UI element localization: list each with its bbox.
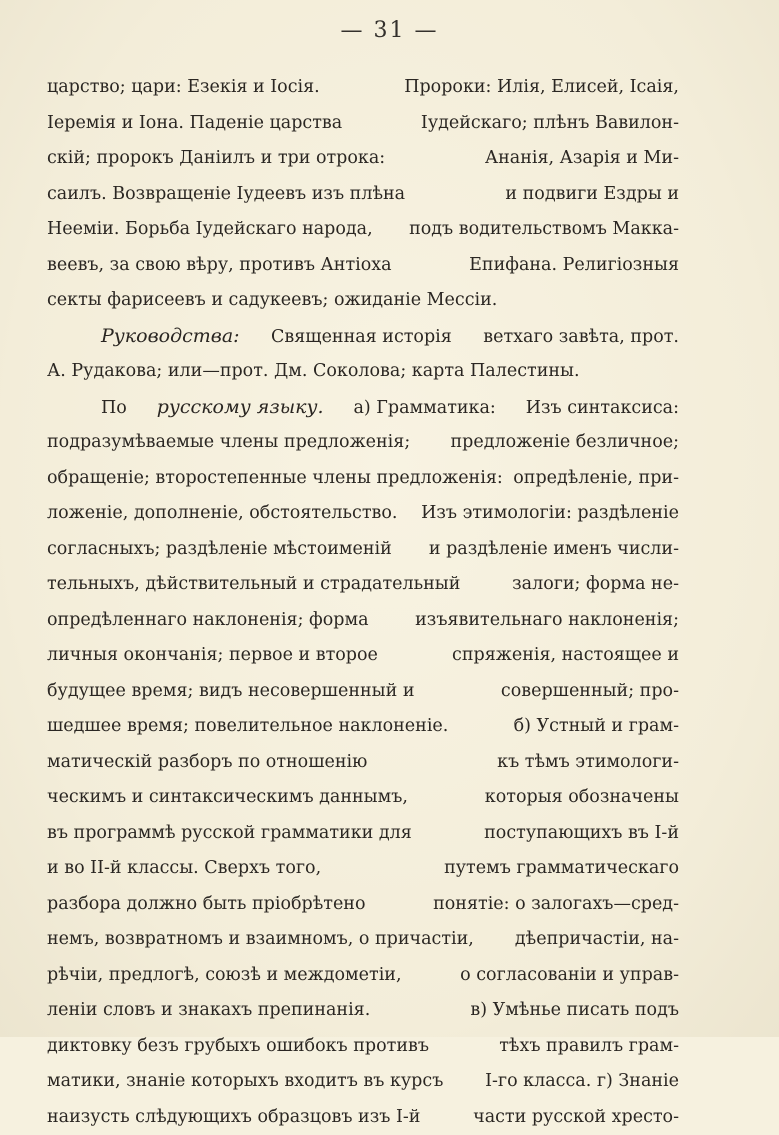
text-segment: совершенный; про- bbox=[501, 674, 679, 710]
text-segment: обращеніе; второстепенные члены предложенія: bbox=[47, 461, 503, 497]
text-segment: предложеніе безличное; bbox=[450, 425, 679, 461]
text-line bbox=[47, 603, 679, 639]
text-segment: наизусть слѣдующихъ образцовъ изъ I-й bbox=[47, 1100, 420, 1135]
text-segment: царство; цари: Езекія и Іосія. bbox=[47, 70, 320, 106]
text-segment: подъ водительствомъ Макка- bbox=[409, 212, 679, 248]
text-segment: которыя обозначены bbox=[485, 780, 679, 816]
text-segment: и подвиги Ездры и bbox=[505, 177, 679, 213]
text-line bbox=[47, 70, 679, 106]
text-line bbox=[47, 354, 679, 390]
text-segment: части русской хресто- bbox=[473, 1100, 679, 1135]
text-segment: б) Устный и грам- bbox=[514, 709, 679, 745]
text-line bbox=[47, 851, 679, 887]
text-segment: Ананія, Азарія и Ми- bbox=[485, 141, 679, 177]
text-segment: немъ, возвратномъ и взаимномъ, о причастіи, bbox=[47, 922, 474, 958]
text-segment: Епифана. Религіозныя bbox=[469, 248, 679, 284]
text-segment: согласныхъ; раздѣленіе мѣстоименій bbox=[47, 532, 392, 568]
text-segment: ческимъ и синтаксическимъ даннымъ, bbox=[47, 780, 408, 816]
text-line bbox=[47, 177, 679, 213]
text-line bbox=[47, 958, 679, 994]
text-segment: веевъ, за свою вѣру, противъ Антіоха bbox=[47, 248, 392, 284]
text-segment: Іудейскаго; плѣнъ Вавилон- bbox=[421, 106, 679, 142]
section-label-russian: русскому языку. bbox=[157, 390, 324, 426]
text-segment: опредѣленнаго наклоненія; форма bbox=[47, 603, 369, 639]
section-label-guides: Руководства: bbox=[101, 319, 240, 355]
text-segment: тельныхъ, дѣйствительный и страдательный bbox=[47, 567, 460, 603]
text-segment: дѣепричастіи, на- bbox=[515, 922, 679, 958]
text-line bbox=[47, 887, 679, 923]
text-line bbox=[47, 532, 679, 568]
text-segment: рѣчіи, предлогѣ, союзѣ и междометіи, bbox=[47, 958, 402, 994]
text-segment: скій; пророкъ Даніилъ и три отрока: bbox=[47, 141, 385, 177]
text-segment: леніи словъ и знакахъ препинанія. bbox=[47, 993, 370, 1029]
text-segment: секты фарисеевъ и садукеевъ; ожиданіе Мессіи. bbox=[47, 283, 497, 319]
text-segment: и во II-й классы. Сверхъ того, bbox=[47, 851, 321, 887]
text-segment: матическій разборъ по отношенію bbox=[47, 745, 367, 781]
text-segment: а) Грамматика: bbox=[353, 391, 495, 427]
text-segment: шедшее время; повелительное наклоненіе. bbox=[47, 709, 448, 745]
text-segment: къ тѣмъ этимологи- bbox=[497, 745, 679, 781]
text-line bbox=[47, 319, 679, 355]
page-number: — 31 — bbox=[0, 18, 779, 43]
text-line bbox=[47, 638, 679, 674]
text-segment: изъявительнаго наклоненія; bbox=[415, 603, 679, 639]
text-segment: диктовку безъ грубыхъ ошибокъ противъ bbox=[47, 1029, 429, 1065]
text-segment: в) Умѣнье писать подъ bbox=[470, 993, 679, 1029]
text-segment: Неемiи. Борьба Іудейскаго народа, bbox=[47, 212, 373, 248]
text-segment: разбора должно быть пріобрѣтено bbox=[47, 887, 366, 923]
text-segment: I-го класса. г) Знаніе bbox=[485, 1064, 679, 1100]
text-line bbox=[47, 1064, 679, 1100]
text-segment: Изъ синтаксиса: bbox=[526, 391, 679, 427]
text-segment: ложеніе, дополненіе, обстоятельство. bbox=[47, 496, 398, 532]
text-line bbox=[47, 106, 679, 142]
text-segment: въ программѣ русской грамматики для bbox=[47, 816, 412, 852]
text-line bbox=[47, 1100, 679, 1135]
text-line bbox=[47, 141, 679, 177]
text-line bbox=[47, 248, 679, 284]
text-segment: Іеремія и Іона. Паденіе царства bbox=[47, 106, 342, 142]
text-segment: Пророки: Илія, Елисей, Ісаія, bbox=[404, 70, 679, 106]
text-segment: ветхаго завѣта, прот. bbox=[483, 320, 679, 356]
body-text bbox=[47, 70, 679, 1135]
text-segment: будущее время; видъ несовершенный и bbox=[47, 674, 415, 710]
text-line bbox=[47, 461, 679, 497]
text-line bbox=[47, 709, 679, 745]
text-segment: саилъ. Возвращеніе Іудеевъ изъ плѣна bbox=[47, 177, 405, 213]
text-line bbox=[47, 745, 679, 781]
text-segment: тѣхъ правилъ грам- bbox=[499, 1029, 679, 1065]
text-segment: путемъ грамматическаго bbox=[444, 851, 679, 887]
text-segment: понятіе: о залогахъ—сред- bbox=[433, 887, 679, 923]
text-line bbox=[47, 1029, 679, 1065]
text-segment: опредѣленіе, при- bbox=[513, 461, 679, 497]
text-line bbox=[47, 674, 679, 710]
text-line bbox=[47, 993, 679, 1029]
text-segment: залоги; форма не- bbox=[512, 567, 679, 603]
text-segment: о согласованіи и управ- bbox=[460, 958, 679, 994]
text-line bbox=[47, 922, 679, 958]
text-segment: поступающихъ въ I-й bbox=[484, 816, 679, 852]
text-line bbox=[47, 212, 679, 248]
text-line bbox=[47, 496, 679, 532]
text-line bbox=[47, 390, 679, 426]
text-segment: и раздѣленіе именъ числи- bbox=[429, 532, 679, 568]
text-segment: Изъ этимологіи: раздѣленіе bbox=[421, 496, 679, 532]
text-segment: матики, знаніе которыхъ входитъ въ курсъ bbox=[47, 1064, 443, 1100]
text-line bbox=[47, 780, 679, 816]
text-line bbox=[47, 567, 679, 603]
text-segment: Священная исторія bbox=[271, 320, 452, 356]
text-line bbox=[47, 283, 679, 319]
text-segment: личныя окончанія; первое и второе bbox=[47, 638, 378, 674]
text-segment: подразумѣваемые члены предложенія; bbox=[47, 425, 410, 461]
text-segment: А. Рудакова; или—прот. Дм. Соколова; карта Палестины. bbox=[47, 354, 580, 390]
text-line bbox=[47, 425, 679, 461]
text-line bbox=[47, 816, 679, 852]
text-segment: По bbox=[101, 391, 127, 427]
text-segment: спряженія, настоящее и bbox=[452, 638, 679, 674]
